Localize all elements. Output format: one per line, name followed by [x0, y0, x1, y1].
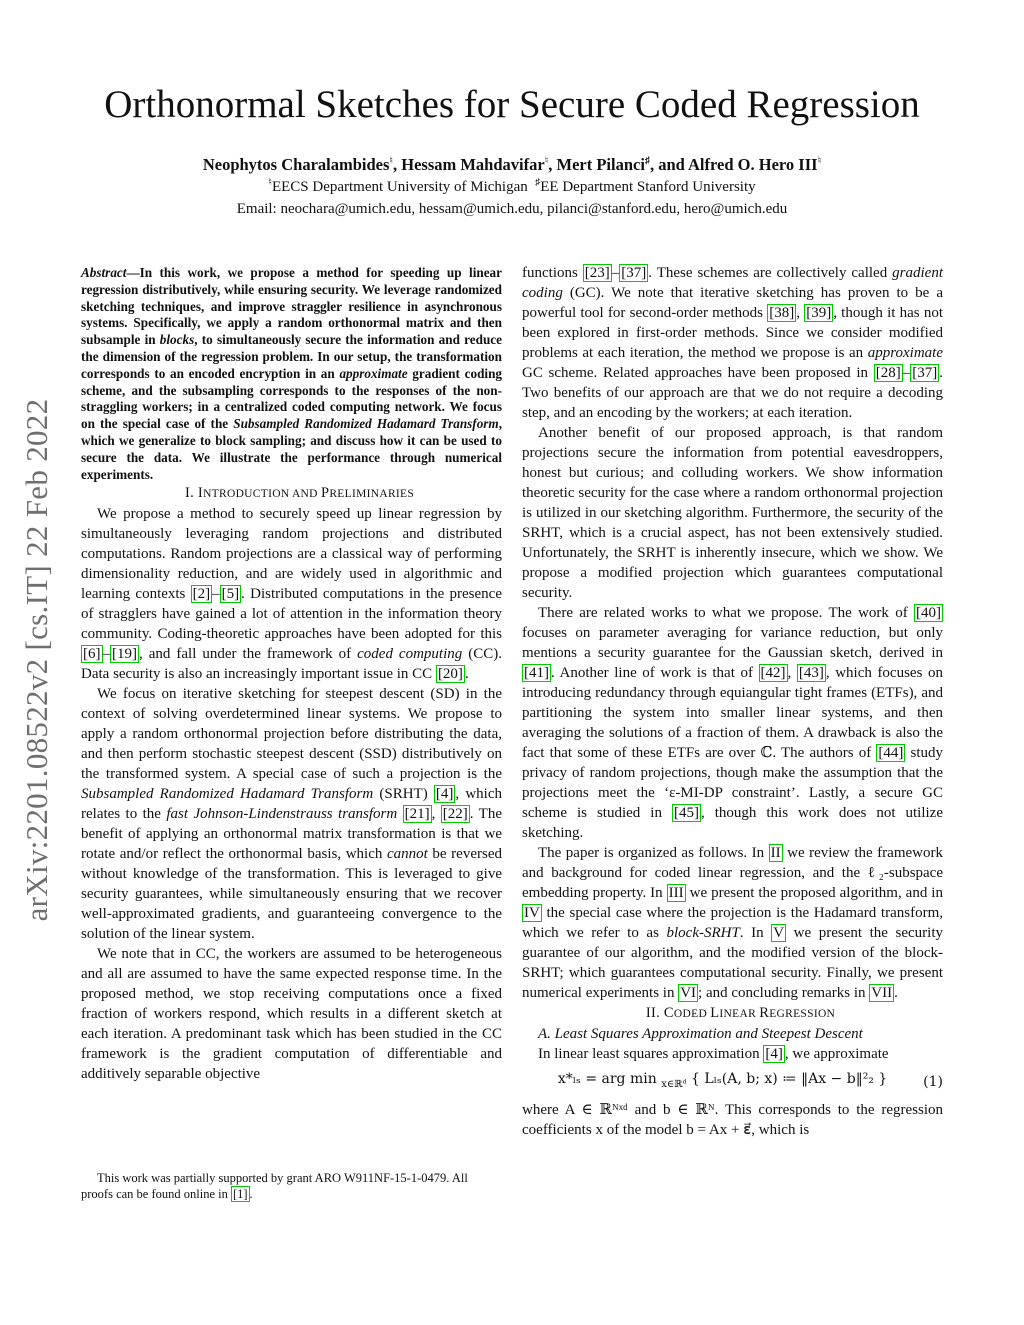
- arxiv-id-text: arXiv:2201.08522v2 [cs.IT] 22 Feb 2022: [19, 398, 54, 922]
- emph: approximate: [867, 345, 943, 361]
- emph: fast Johnson-Lindenstrauss transform: [166, 806, 398, 823]
- abstract-dash: —: [126, 265, 140, 280]
- text: . Another line of work is that of: [551, 665, 759, 681]
- emph: block-SRHT: [666, 925, 740, 941]
- sec-num: II.: [645, 1005, 664, 1021]
- citation-link[interactable]: [5]: [221, 586, 240, 603]
- citation-link[interactable]: [4]: [765, 1046, 783, 1062]
- text: –: [902, 365, 911, 381]
- abstract-text: , to simultaneously secure the information and reduce the dimension of the regression problem. In our setup, the transformation corresponds to an encoded encryption in an: [81, 332, 502, 381]
- paper-title: Orthonormal Sketches for Secure Coded Regression: [104, 83, 920, 126]
- sec-cap: I: [197, 485, 204, 502]
- text: –: [102, 646, 110, 663]
- text: ,: [431, 806, 441, 823]
- text: .: [894, 985, 898, 1001]
- sec-smallcaps: ODED: [673, 1008, 711, 1020]
- eq-under: x∈ℝᵈ: [661, 1078, 687, 1090]
- text: The paper is organized as follows. In: [538, 845, 769, 861]
- section-link[interactable]: III: [668, 885, 684, 901]
- section-heading-2: [522, 1003, 943, 1024]
- citation-link[interactable]: [41]: [524, 665, 549, 681]
- section-link[interactable]: VI: [680, 985, 697, 1001]
- text: –: [611, 265, 620, 281]
- affiliation-stanford: EE Department Stanford University: [540, 179, 756, 195]
- abstract-text: , which we generalize to block sampling; and discuss how it can be used to secure the data. We illustrate the performance through numerical experiments.: [81, 416, 502, 482]
- citation-link[interactable]: [20]: [437, 666, 463, 683]
- text: There are related works to what we propose. The work of: [538, 605, 914, 621]
- citation-link[interactable]: [21]: [404, 806, 430, 823]
- text: we review the framework and background for coded linear regression, and the ℓ₂-subspace embedding property. In: [522, 845, 943, 901]
- abstract-text: In this work, we propose a method for speeding up linear regression distributively, while ensuring security. We leverage randomized sketching techniques, and improve straggler resilience in asynchronous systems. Specifically, we apply a random orthonormal matrix and then subsample in: [81, 265, 502, 348]
- affil-mark-st: ♯: [644, 155, 650, 167]
- affil-mark-um: ♮: [389, 155, 393, 167]
- text: –: [212, 586, 220, 603]
- paragraph-intro-1: [81, 504, 502, 684]
- citation-link[interactable]: [4]: [435, 786, 454, 803]
- affil-mark-um: ♮: [817, 155, 822, 167]
- affil-mark-st: ♯: [535, 177, 541, 188]
- sec-smallcaps: RELIMINARIES: [329, 488, 415, 501]
- sec-num: I.: [184, 485, 198, 502]
- citation-link[interactable]: [43]: [798, 665, 824, 681]
- paragraph-right-5: [522, 1044, 943, 1064]
- section-link[interactable]: IV: [524, 905, 540, 921]
- arxiv-watermark: [12, 360, 62, 960]
- sec-cap: L: [710, 1005, 720, 1021]
- author-3: Mert Pilanci: [556, 155, 645, 174]
- author-1: Neophytos Charalambides: [202, 155, 390, 174]
- footnote-text: This work was partially supported by grant ARO W911NF-15-1-0479. All proofs can be found online in: [81, 1171, 468, 1201]
- text: . These schemes are collectively called: [648, 265, 893, 281]
- abstract-text: gradient coding scheme, and the subsampling corresponds to the responses of the non-straggling workers; in a centralized coded computing network. We focus on the special case of the: [81, 365, 502, 432]
- citation-link[interactable]: [45]: [673, 805, 699, 821]
- citation-link[interactable]: [42]: [760, 665, 786, 681]
- text: (CC). Data security is also an increasingly important issue in CC: [81, 646, 503, 683]
- paragraph-right-6: where A ∈ ℝᴺˣᵈ and b ∈ ℝᴺ. This corresponds to the regression coefficients x of the model b = Ax + ε⃗, which is: [522, 1102, 943, 1138]
- text: We focus on iterative sketching for steepest descent (SD) in the context of solving overdetermined linear systems. We propose to apply a random orthonormal projection before distributing the data, and then perform stochastic steepest descent (SSD) distributively on the transformed system. A special case of such a projection is the: [81, 686, 502, 783]
- affil-mark-um: ♮: [544, 155, 549, 167]
- text: we present the security guarantee of our algorithm, and the modified version of the block-SRHT; which guarantees computational security. Finally, we present numerical experiments in: [522, 925, 943, 1001]
- section-link[interactable]: II: [770, 845, 781, 861]
- text: , which relates to the: [81, 786, 502, 823]
- paragraph-intro-2: [81, 684, 502, 944]
- footnote: [81, 1170, 502, 1202]
- text: [397, 806, 402, 822]
- eq-lhs: x*ₗₛ = arg min: [557, 1071, 657, 1088]
- text: .: [464, 666, 469, 683]
- author-4: and Alfred O. Hero III: [658, 155, 818, 174]
- affiliations: [0, 177, 1024, 197]
- abstract-emph: blocks: [159, 332, 195, 348]
- text: , which focuses on introducing redundancy through equiangular tight frames (ETFs), and partitioning the system into smaller linear systems, and then averaging the solutions of a fraction of them. A drawback is also the fact that some of these ETFs are over ℂ. The authors of: [522, 665, 944, 761]
- citation-link[interactable]: [37]: [621, 265, 647, 281]
- sec-cap: C: [663, 1005, 674, 1021]
- author-2: Hessam Mahdavifar: [401, 155, 545, 174]
- author-list: Neophytos Charalambides♮, Hessam Mahdavifar♮, Mert Pilanci♯, and Alfred O. Hero III♮: [202, 155, 822, 174]
- paragraph-right-4: [522, 843, 943, 1003]
- footnote-text: .: [249, 1187, 253, 1201]
- right-column: [522, 263, 943, 1140]
- affil-mark-um: ♮: [268, 177, 272, 188]
- text: . The benefit of applying an orthonormal matrix transformation is that we rotate and/or reflect the orthonormal basis, which: [81, 806, 503, 863]
- citation-link[interactable]: [1]: [232, 1187, 248, 1201]
- citation-link[interactable]: [44]: [878, 745, 904, 761]
- text: (SRHT): [373, 786, 434, 803]
- text: we present the proposed algorithm, and in: [685, 885, 943, 901]
- equation-number: (1): [923, 1074, 943, 1090]
- sec-cap: R: [759, 1005, 770, 1021]
- text: . Two benefits of our approach are that we do not require a decoding step, and an encoding by the workers; at each iteration.: [522, 365, 943, 421]
- abstract-emph: approximate: [339, 365, 408, 381]
- section-link[interactable]: V: [773, 925, 785, 941]
- text: study privacy of random projections, though make the assumption that the projections meet the ‘ε-MI-DP constraint’. Lastly, a secure GC scheme is studied in: [522, 745, 943, 821]
- citation-link[interactable]: [28]: [875, 365, 901, 381]
- subsection-heading-a: A. Least Squares Approximation and Steepest Descent: [538, 1026, 863, 1042]
- citation-link[interactable]: [23]: [584, 265, 610, 281]
- affiliation-um: EECS Department University of Michigan: [271, 179, 528, 195]
- sec-smallcaps: EGRESSION: [769, 1008, 836, 1020]
- citation-link[interactable]: [19]: [112, 646, 137, 663]
- citation-link[interactable]: [6]: [83, 646, 101, 663]
- text: ; and concluding remarks in: [698, 985, 870, 1001]
- text: , though this work does not utilize sketching.: [522, 805, 943, 841]
- text: (GC). We note that iterative sketching has proven to be a powerful tool for second-order methods: [522, 285, 943, 321]
- text: We propose a method to securely speed up linear regression by simultaneously leveraging random projections and distributed computations. Random projections are a classical way of performing dimensionality reduction, and are widely used in algorithmic and learning contexts: [81, 506, 502, 603]
- paragraph-right-1: [522, 263, 943, 423]
- paragraph-right-3: [522, 603, 943, 843]
- abstract: [81, 265, 502, 483]
- paragraph-right-2: Another benefit of our proposed approach, is that random projections secure the information from potential eavesdroppers, honest but curious; and colluding workers. We show information theoretic security for the case where a random orthonormal projection is utilized in our sketching algorithm. Furthermore, the security of the SRHT, which is a crucial aspect, has not been extensively studied. Unfortunately, the SRHT is inherently insecure, which we show. We propose a modified projection which guarantees computational security.: [522, 425, 943, 601]
- sec-smallcaps: NTRODUCTION AND: [203, 488, 321, 501]
- citation-link[interactable]: [39]: [806, 305, 832, 321]
- text: ,: [796, 305, 805, 321]
- left-column: [81, 265, 502, 1084]
- citation-link[interactable]: [2]: [192, 586, 211, 603]
- section-heading-1: [81, 483, 502, 504]
- paragraph-intro-3: We note that in CC, the workers are assumed to be heterogeneous and all are assumed to have the same expected response time. In the proposed method, we stop receiving computations once a fixed fraction of workers respond, which results in a different sketch at each iteration. A predominant task which has been studied in the CC framework is the gradient computation of differentiable and additively separable objective: [81, 946, 502, 1083]
- citation-link[interactable]: [37]: [912, 365, 938, 381]
- citation-link[interactable]: [40]: [916, 605, 941, 621]
- text: functions: [522, 265, 583, 281]
- abstract-label: Abstract: [81, 265, 127, 280]
- text: GC scheme. Related approaches have been proposed in: [522, 365, 874, 381]
- text: , we approximate: [784, 1046, 889, 1062]
- text: be reversed without knowledge of the transformation. This is leveraged to give security guarantees, while simultaneously ensuring that we recover well-approximated gradients, and guaranteeing convergence to the solution of the linear system.: [81, 846, 502, 943]
- section-link[interactable]: VII: [871, 985, 893, 1001]
- text: the special case where the projection is the Hadamard transform, which we refer to as: [522, 905, 943, 941]
- text: ,: [787, 665, 797, 681]
- text: , and fall under the framework of: [139, 646, 358, 663]
- emph: coded computing: [357, 646, 463, 663]
- text: . In: [739, 925, 772, 941]
- equation-1: [522, 1066, 943, 1098]
- emph: Subsampled Randomized Hadamard Transform: [81, 786, 374, 803]
- eq-rhs: { Lₗₛ(A, b; x) ≔ ‖Ax − b‖²₂ }: [691, 1071, 888, 1088]
- sec-cap: P: [320, 485, 330, 502]
- text: , though it has not been explored in first-order methods. Since we consider modified problems at each iteration, the method we propose is an: [522, 305, 944, 361]
- email-line: Email: neochara@umich.edu, hessam@umich.edu, pilanci@stanford.edu, hero@umich.edu: [236, 201, 788, 217]
- citation-link[interactable]: [22]: [442, 806, 468, 823]
- emph: gradient coding: [522, 265, 944, 301]
- citation-link[interactable]: [38]: [769, 305, 795, 321]
- text: In linear least squares approximation: [538, 1046, 764, 1062]
- equation-body: [522, 1069, 923, 1095]
- text: . Distributed computations in the presence of stragglers have gained a lot of attention in the information theory community. Coding-theoretic approaches have been adopted for this: [81, 586, 502, 643]
- sec-smallcaps: INEAR: [719, 1008, 760, 1020]
- text: focuses on parameter averaging for variance reduction, but only mentions a security guarantee for the Gaussian sketch, derived in: [522, 625, 943, 661]
- emph: cannot: [386, 846, 428, 863]
- abstract-emph: Subsampled Randomized Hadamard Transform: [233, 416, 499, 432]
